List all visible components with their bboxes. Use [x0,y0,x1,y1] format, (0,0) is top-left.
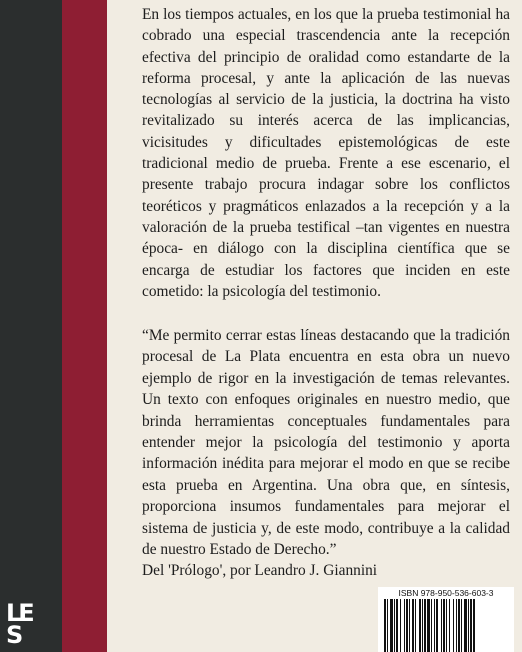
barcode-bar [458,599,460,652]
barcode-bar [431,599,432,652]
barcode-bar [415,599,416,652]
barcode-bar [464,599,467,652]
quote-attribution: Del 'Prólogo', por Leandro J. Giannini [142,562,378,580]
barcode-bar [449,599,450,652]
isbn-label: ISBN 978-950-536-603-3 [398,588,494,598]
barcode [382,599,510,652]
barcode-bar [443,599,445,652]
prologue-quote: “Me permito cerrar estas líneas destacando que la tradición procesal de La Plata encuentra en esta obra un nuevo ejemplo de rigor en la investigación de temas relevantes. Un texto con enfoques originales en nuestro medio, que brinda herramientas conceptuales fundamentales para entender mejor la psicología del testimonio y aporta información inédita para mejorar el modo en que se recibe esta prueba en Argentina. Una obra que, en síntesis, proporciona insumos fundamentales para mejorar el sistema de justicia y, de este modo, contribuye a la calidad de nuestro Estado de Derecho.” [142,327,510,559]
barcode-bar [424,599,426,652]
barcode-bar [387,599,388,652]
barcode-bar [390,599,393,652]
barcode-bar [456,599,457,652]
barcode-bar [394,599,395,652]
barcode-bar [422,599,423,652]
barcode-bar [446,599,447,652]
barcode-bar [468,599,469,652]
prologue-quote-block [142,325,510,582]
barcode-bar [470,599,472,652]
barcode-bar [400,599,401,652]
barcode-bar [384,599,386,652]
summary-paragraph: En los tiempos actuales, en los que la prueba testimonial ha cobrado una especial trascendencia ante la recepción efectiva del principio de oralidad como estandarte de la reforma procesal, y ante la aplicación de las nuevas tecnologías al servicio de la justicia, la doctrina ha visto revitalizado su interés acerca de las implicancias, vicisitudes y dificultades epistemológicas de este tradicional medio de prueba. Frente a ese escenario, el presente trabajo procura indagar sobre los conflictos teoréticos y pragmáticos enlazados a la recepción y a la valoración de la prueba testifical –tan vigentes en nuestra época- en diálogo con la disciplina científica que se encarga de estudiar los factores que inciden en este cometido: la psicología del testimonio. [142,6,510,300]
barcode-area [378,587,514,652]
dark-stripe [0,0,62,652]
red-stripe [62,0,107,652]
barcode-bar [412,599,414,652]
barcode-bar [396,599,398,652]
barcode-bar [406,599,408,652]
logo-row-2: S [6,621,21,649]
logo-row-1: LE [6,599,32,627]
barcode-bar [427,599,430,652]
barcode-bar [419,599,421,652]
barcode-bar [441,599,442,652]
barcode-bar [409,599,410,652]
barcode-bar [461,599,462,652]
barcode-bar [404,599,405,652]
barcode-bar [453,599,454,652]
barcode-bar [436,599,438,652]
barcode-bar [434,599,435,652]
barcode-bar [473,599,475,652]
publisher-logo [6,599,50,652]
